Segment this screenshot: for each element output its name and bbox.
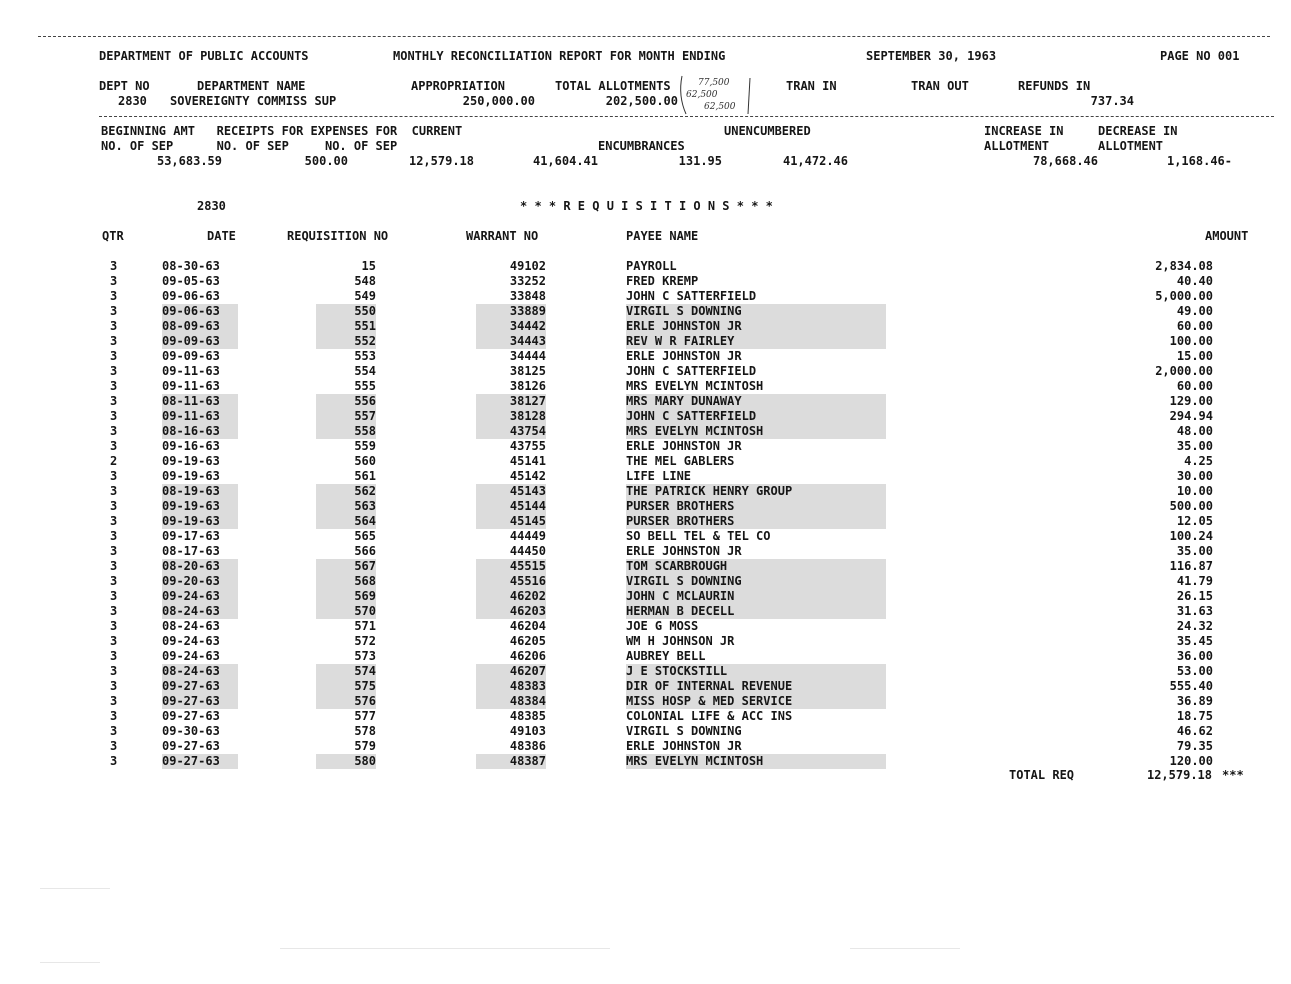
amount-cell: 35.45	[1176, 634, 1213, 648]
date-cell: 08-11-63	[162, 394, 238, 409]
date-cell: 09-05-63	[162, 274, 220, 288]
warrant-no-cell: 34443	[476, 334, 546, 349]
payee-name-cell: MRS EVELYN MCINTOSH	[626, 424, 886, 439]
agency-name: DEPARTMENT OF PUBLIC ACCOUNTS	[99, 49, 309, 63]
date-cell: 09-11-63	[162, 379, 220, 393]
requisition-no-cell: 569	[316, 589, 376, 604]
qtr-cell: 3	[110, 634, 118, 648]
payee-name-cell: ERLE JOHNSTON JR	[626, 439, 742, 453]
col-header-requisition-no: REQUISITION NO	[287, 229, 389, 243]
date-cell: 09-19-63	[162, 499, 238, 514]
table-row	[0, 484, 1291, 499]
amount-cell: 48.00	[1176, 424, 1213, 438]
requisition-no-cell: 575	[316, 679, 376, 694]
requisition-no-cell: 549	[354, 289, 376, 303]
warrant-no-cell: 46207	[476, 664, 546, 679]
payee-name-cell: SO BELL TEL & TEL CO	[626, 529, 771, 543]
payee-name-cell: MRS MARY DUNAWAY	[626, 394, 886, 409]
col-header-payee-name: PAYEE NAME	[626, 229, 699, 243]
amount-cell: 2,000.00	[1155, 364, 1213, 378]
total-allotments-value: 202,500.00	[605, 94, 678, 108]
report-title: MONTHLY RECONCILIATION REPORT FOR MONTH ENDING	[393, 49, 726, 63]
col-header-date: DATE	[207, 229, 236, 243]
requisition-no-cell: 580	[316, 754, 376, 769]
requisition-no-cell: 579	[354, 739, 376, 753]
table-row	[0, 529, 1291, 544]
table-row	[0, 424, 1291, 439]
date-cell: 09-30-63	[162, 724, 220, 738]
amount-cell: 116.87	[1169, 559, 1213, 573]
payee-name-cell: PURSER BROTHERS	[626, 514, 886, 529]
requisition-no-cell: 558	[316, 424, 376, 439]
payee-name-cell: ERLE JOHNSTON JR	[626, 319, 886, 334]
receipts-amount: 500.00	[304, 154, 348, 168]
balances-labels-line2: NO. OF SEP NO. OF SEP NO. OF SEP	[101, 139, 398, 153]
warrant-no-cell: 46206	[509, 649, 546, 663]
requisition-no-cell: 560	[354, 454, 376, 468]
amount-cell: 41.79	[1176, 574, 1213, 588]
requisition-no-cell: 564	[316, 514, 376, 529]
warrant-no-cell: 49102	[509, 259, 546, 273]
amount-cell: 36.00	[1176, 649, 1213, 663]
top-rule	[38, 36, 1270, 37]
table-row	[0, 589, 1291, 604]
warrant-no-cell: 38125	[509, 364, 546, 378]
warrant-no-cell: 38128	[476, 409, 546, 424]
requisition-no-cell: 566	[354, 544, 376, 558]
table-row	[0, 694, 1291, 709]
amount-cell: 49.00	[1176, 304, 1213, 318]
amount-cell: 60.00	[1176, 319, 1213, 333]
warrant-no-cell: 46202	[476, 589, 546, 604]
increase-allotment-label: ALLOTMENT	[984, 139, 1050, 153]
requisition-no-cell: 572	[354, 634, 376, 648]
qtr-cell: 3	[110, 739, 118, 753]
date-cell: 09-24-63	[162, 634, 220, 648]
qtr-cell: 3	[110, 319, 118, 333]
warrant-no-cell: 38126	[509, 379, 546, 393]
payee-name-cell: ERLE JOHNSTON JR	[626, 739, 742, 753]
warrant-no-cell: 34442	[476, 319, 546, 334]
payee-name-cell: WM H JOHNSON JR	[626, 634, 735, 648]
table-row	[0, 394, 1291, 409]
increase-amount: 78,668.46	[1032, 154, 1098, 168]
warrant-no-cell: 43755	[509, 439, 546, 453]
requisition-no-cell: 568	[316, 574, 376, 589]
qtr-cell: 3	[110, 514, 118, 528]
payee-name-cell: HERMAN B DECELL	[626, 604, 886, 619]
warrant-no-cell: 45516	[476, 574, 546, 589]
table-row	[0, 349, 1291, 364]
balances-labels-line1: BEGINNING AMT RECEIPTS FOR EXPENSES FOR CURRENT	[101, 124, 463, 138]
requisition-no-cell: 570	[316, 604, 376, 619]
table-row	[0, 289, 1291, 304]
requisition-no-cell: 576	[316, 694, 376, 709]
qtr-cell: 3	[110, 664, 118, 678]
table-row	[0, 664, 1291, 679]
qtr-cell: 3	[110, 544, 118, 558]
table-row	[0, 619, 1291, 634]
date-cell: 09-06-63	[162, 304, 238, 319]
requisition-no-cell: 552	[316, 334, 376, 349]
qtr-cell: 3	[110, 439, 118, 453]
requisition-no-cell: 573	[354, 649, 376, 663]
qtr-cell: 3	[110, 499, 118, 513]
requisition-no-cell: 553	[354, 349, 376, 363]
qtr-cell: 3	[110, 559, 118, 573]
scan-noise	[850, 948, 960, 949]
qtr-cell: 3	[110, 574, 118, 588]
amount-cell: 46.62	[1176, 724, 1213, 738]
payee-name-cell: JOHN C SATTERFIELD	[626, 409, 886, 424]
payee-name-cell: TOM SCARBROUGH	[626, 559, 886, 574]
requisition-no-cell: 559	[354, 439, 376, 453]
warrant-no-cell: 45143	[476, 484, 546, 499]
qtr-cell: 3	[110, 304, 118, 318]
table-row	[0, 634, 1291, 649]
table-row	[0, 454, 1291, 469]
date-cell: 09-27-63	[162, 754, 238, 769]
payee-name-cell: JOE G MOSS	[626, 619, 699, 633]
payee-name-cell: MRS EVELYN MCINTOSH	[626, 754, 886, 769]
payee-name-cell: MRS EVELYN MCINTOSH	[626, 379, 764, 393]
table-row	[0, 739, 1291, 754]
unencumbered-label: UNENCUMBERED	[724, 124, 811, 138]
payee-name-cell: JOHN C SATTERFIELD	[626, 289, 757, 303]
dept-no-label: DEPT NO	[99, 79, 150, 93]
date-cell: 08-24-63	[162, 604, 238, 619]
dept-no-value: 2830	[118, 94, 147, 108]
qtr-cell: 3	[110, 619, 118, 633]
date-cell: 09-27-63	[162, 679, 238, 694]
table-row	[0, 679, 1291, 694]
table-row	[0, 379, 1291, 394]
warrant-no-cell: 48383	[476, 679, 546, 694]
date-cell: 09-06-63	[162, 289, 220, 303]
warrant-no-cell: 44449	[509, 529, 546, 543]
table-row	[0, 259, 1291, 274]
qtr-cell: 3	[110, 694, 118, 708]
amount-cell: 53.00	[1176, 664, 1213, 678]
table-row	[0, 469, 1291, 484]
requisition-no-cell: 15	[361, 259, 376, 273]
requisitions-title: * * * R E Q U I S I T I O N S * * *	[520, 199, 773, 213]
warrant-no-cell: 38127	[476, 394, 546, 409]
dept-name-label: DEPARTMENT NAME	[197, 79, 306, 93]
payee-name-cell: JOHN C SATTERFIELD	[626, 364, 757, 378]
requisitions-table	[0, 259, 1291, 784]
warrant-no-cell: 46205	[509, 634, 546, 648]
payee-name-cell: FRED KREMP	[626, 274, 699, 288]
scan-noise	[40, 962, 100, 963]
encumbrances-amount: 131.95	[678, 154, 722, 168]
amount-cell: 40.40	[1176, 274, 1213, 288]
amount-cell: 129.00	[1169, 394, 1213, 408]
date-cell: 08-20-63	[162, 559, 238, 574]
date-cell: 08-19-63	[162, 484, 238, 499]
requisition-no-cell: 555	[354, 379, 376, 393]
requisition-no-cell: 550	[316, 304, 376, 319]
date-cell: 08-09-63	[162, 319, 238, 334]
date-cell: 09-11-63	[162, 409, 238, 424]
col-header-amount: AMOUNT	[1205, 229, 1249, 243]
date-cell: 08-24-63	[162, 619, 220, 633]
table-row	[0, 724, 1291, 739]
total-req-label: TOTAL REQ	[1009, 768, 1075, 782]
month-ending-date: SEPTEMBER 30, 1963	[866, 49, 997, 63]
qtr-cell: 3	[110, 724, 118, 738]
payee-name-cell: AUBREY BELL	[626, 649, 706, 663]
qtr-cell: 3	[110, 364, 118, 378]
amount-cell: 31.63	[1176, 604, 1213, 618]
amount-cell: 294.94	[1169, 409, 1213, 423]
qtr-cell: 3	[110, 394, 118, 408]
current-amount: 41,604.41	[532, 154, 598, 168]
amount-cell: 15.00	[1176, 349, 1213, 363]
amount-cell: 26.15	[1176, 589, 1213, 603]
date-cell: 09-24-63	[162, 649, 220, 663]
amount-cell: 4.25	[1184, 454, 1213, 468]
warrant-no-cell: 45145	[476, 514, 546, 529]
warrant-no-cell: 48384	[476, 694, 546, 709]
appropriation-value: 250,000.00	[462, 94, 535, 108]
qtr-cell: 3	[110, 709, 118, 723]
qtr-cell: 3	[110, 679, 118, 693]
warrant-no-cell: 33252	[509, 274, 546, 288]
date-cell: 08-16-63	[162, 424, 238, 439]
expenses-amount: 12,579.18	[408, 154, 474, 168]
amount-cell: 12.05	[1176, 514, 1213, 528]
table-row	[0, 574, 1291, 589]
payee-name-cell: LIFE LINE	[626, 469, 692, 483]
warrant-no-cell: 45144	[476, 499, 546, 514]
requisition-no-cell: 561	[354, 469, 376, 483]
date-cell: 09-24-63	[162, 589, 238, 604]
warrant-no-cell: 33889	[476, 304, 546, 319]
date-cell: 09-27-63	[162, 739, 220, 753]
page-number: PAGE NO 001	[1160, 49, 1240, 63]
payee-name-cell: VIRGIL S DOWNING	[626, 724, 742, 738]
refunds-in-label: REFUNDS IN	[1018, 79, 1091, 93]
date-cell: 09-27-63	[162, 694, 238, 709]
warrant-no-cell: 45142	[509, 469, 546, 483]
date-cell: 09-11-63	[162, 364, 220, 378]
col-header-qtr: QTR	[102, 229, 124, 243]
table-row	[0, 709, 1291, 724]
qtr-cell: 3	[110, 649, 118, 663]
table-row	[0, 274, 1291, 289]
qtr-cell: 3	[110, 259, 118, 273]
encumbrances-label: ENCUMBRANCES	[598, 139, 685, 153]
payee-name-cell: THE PATRICK HENRY GROUP	[626, 484, 886, 499]
qtr-cell: 3	[110, 529, 118, 543]
amount-cell: 35.00	[1176, 439, 1213, 453]
warrant-no-cell: 45141	[509, 454, 546, 468]
tran-in-label: TRAN IN	[786, 79, 837, 93]
dept-name-value: SOVEREIGNTY COMMISS SUP	[170, 94, 337, 108]
decrease-amount: 1,168.46-	[1166, 154, 1232, 168]
qtr-cell: 3	[110, 589, 118, 603]
warrant-no-cell: 49103	[509, 724, 546, 738]
requisition-no-cell: 554	[354, 364, 376, 378]
qtr-cell: 3	[110, 274, 118, 288]
handwritten-note-2: 62,500	[686, 90, 718, 100]
amount-cell: 35.00	[1176, 544, 1213, 558]
total-req-marker: ***	[1222, 768, 1244, 782]
amount-cell: 100.24	[1169, 529, 1213, 543]
increase-label: INCREASE IN	[984, 124, 1064, 138]
warrant-no-cell: 44450	[509, 544, 546, 558]
beginning-amount: 53,683.59	[156, 154, 222, 168]
warrant-no-cell: 48386	[509, 739, 546, 753]
requisition-no-cell: 548	[354, 274, 376, 288]
requisition-no-cell: 557	[316, 409, 376, 424]
warrant-no-cell: 33848	[509, 289, 546, 303]
requisition-no-cell: 551	[316, 319, 376, 334]
table-row	[0, 604, 1291, 619]
unencumbered-amount: 41,472.46	[782, 154, 848, 168]
handwritten-note-3: 62,500	[704, 102, 736, 112]
requisition-no-cell: 571	[354, 619, 376, 633]
qtr-cell: 3	[110, 409, 118, 423]
qtr-cell: 3	[110, 379, 118, 393]
table-row	[0, 514, 1291, 529]
amount-cell: 24.32	[1176, 619, 1213, 633]
table-row	[0, 319, 1291, 334]
date-cell: 09-09-63	[162, 334, 238, 349]
table-row	[0, 544, 1291, 559]
warrant-no-cell: 34444	[509, 349, 546, 363]
payee-name-cell: PAYROLL	[626, 259, 677, 273]
requisition-no-cell: 563	[316, 499, 376, 514]
qtr-cell: 3	[110, 469, 118, 483]
payee-name-cell: VIRGIL S DOWNING	[626, 304, 886, 319]
table-row	[0, 364, 1291, 379]
refunds-in-value: 737.34	[1090, 94, 1134, 108]
payee-name-cell: COLONIAL LIFE & ACC INS	[626, 709, 793, 723]
scan-noise	[40, 888, 110, 889]
amount-cell: 100.00	[1169, 334, 1213, 348]
qtr-cell: 3	[110, 484, 118, 498]
payee-name-cell: J E STOCKSTILL	[626, 664, 886, 679]
amount-cell: 36.89	[1176, 694, 1213, 708]
table-row	[0, 409, 1291, 424]
qtr-cell: 3	[110, 604, 118, 618]
table-row	[0, 754, 1291, 769]
requisition-no-cell: 574	[316, 664, 376, 679]
amount-cell: 555.40	[1169, 679, 1213, 693]
amount-cell: 120.00	[1169, 754, 1213, 768]
requisitions-dept-no: 2830	[197, 199, 226, 213]
date-cell: 08-24-63	[162, 664, 238, 679]
requisition-no-cell: 577	[354, 709, 376, 723]
table-row	[0, 499, 1291, 514]
date-cell: 09-20-63	[162, 574, 238, 589]
date-cell: 09-19-63	[162, 514, 238, 529]
qtr-cell: 2	[110, 454, 118, 468]
payee-name-cell: DIR OF INTERNAL REVENUE	[626, 679, 886, 694]
payee-name-cell: JOHN C MCLAURIN	[626, 589, 886, 604]
warrant-no-cell: 48387	[476, 754, 546, 769]
requisition-no-cell: 562	[316, 484, 376, 499]
qtr-cell: 3	[110, 289, 118, 303]
decrease-label: DECREASE IN	[1098, 124, 1178, 138]
qtr-cell: 3	[110, 349, 118, 363]
payee-name-cell: THE MEL GABLERS	[626, 454, 735, 468]
warrant-no-cell: 45515	[476, 559, 546, 574]
payee-name-cell: PURSER BROTHERS	[626, 499, 886, 514]
warrant-no-cell: 46204	[509, 619, 546, 633]
appropriation-label: APPROPRIATION	[411, 79, 505, 93]
payee-name-cell: VIRGIL S DOWNING	[626, 574, 886, 589]
warrant-no-cell: 43754	[476, 424, 546, 439]
amount-cell: 18.75	[1176, 709, 1213, 723]
amount-cell: 5,000.00	[1155, 289, 1213, 303]
requisition-no-cell: 556	[316, 394, 376, 409]
qtr-cell: 3	[110, 754, 118, 768]
table-row	[0, 439, 1291, 454]
date-cell: 08-30-63	[162, 259, 220, 273]
total-req-value: 12,579.18	[1146, 768, 1212, 782]
table-row	[0, 649, 1291, 664]
qtr-cell: 3	[110, 334, 118, 348]
handwritten-note-1: 77,500	[698, 78, 730, 88]
date-cell: 09-19-63	[162, 454, 220, 468]
amount-cell: 10.00	[1176, 484, 1213, 498]
date-cell: 09-16-63	[162, 439, 220, 453]
amount-cell: 60.00	[1176, 379, 1213, 393]
table-row	[0, 334, 1291, 349]
payee-name-cell: ERLE JOHNSTON JR	[626, 544, 742, 558]
table-row	[0, 304, 1291, 319]
col-header-warrant-no: WARRANT NO	[466, 229, 539, 243]
scan-noise	[280, 948, 610, 949]
tran-out-label: TRAN OUT	[911, 79, 969, 93]
amount-cell: 500.00	[1169, 499, 1213, 513]
qtr-cell: 3	[110, 424, 118, 438]
date-cell: 09-19-63	[162, 469, 220, 483]
date-cell: 09-17-63	[162, 529, 220, 543]
date-cell: 09-09-63	[162, 349, 220, 363]
total-allotments-label: TOTAL ALLOTMENTS	[555, 79, 671, 93]
amount-cell: 2,834.08	[1155, 259, 1213, 273]
date-cell: 09-27-63	[162, 709, 220, 723]
warrant-no-cell: 46203	[476, 604, 546, 619]
payee-name-cell: ERLE JOHNSTON JR	[626, 349, 742, 363]
date-cell: 08-17-63	[162, 544, 220, 558]
payee-name-cell: REV W R FAIRLEY	[626, 334, 886, 349]
warrant-no-cell: 48385	[509, 709, 546, 723]
table-row	[0, 559, 1291, 574]
requisition-no-cell: 578	[354, 724, 376, 738]
amount-cell: 30.00	[1176, 469, 1213, 483]
payee-name-cell: MISS HOSP & MED SERVICE	[626, 694, 886, 709]
requisition-no-cell: 565	[354, 529, 376, 543]
balances-rule-top	[99, 116, 1274, 117]
amount-cell: 79.35	[1176, 739, 1213, 753]
decrease-allotment-label: ALLOTMENT	[1098, 139, 1164, 153]
handwritten-annotation	[676, 74, 756, 118]
requisition-no-cell: 567	[316, 559, 376, 574]
